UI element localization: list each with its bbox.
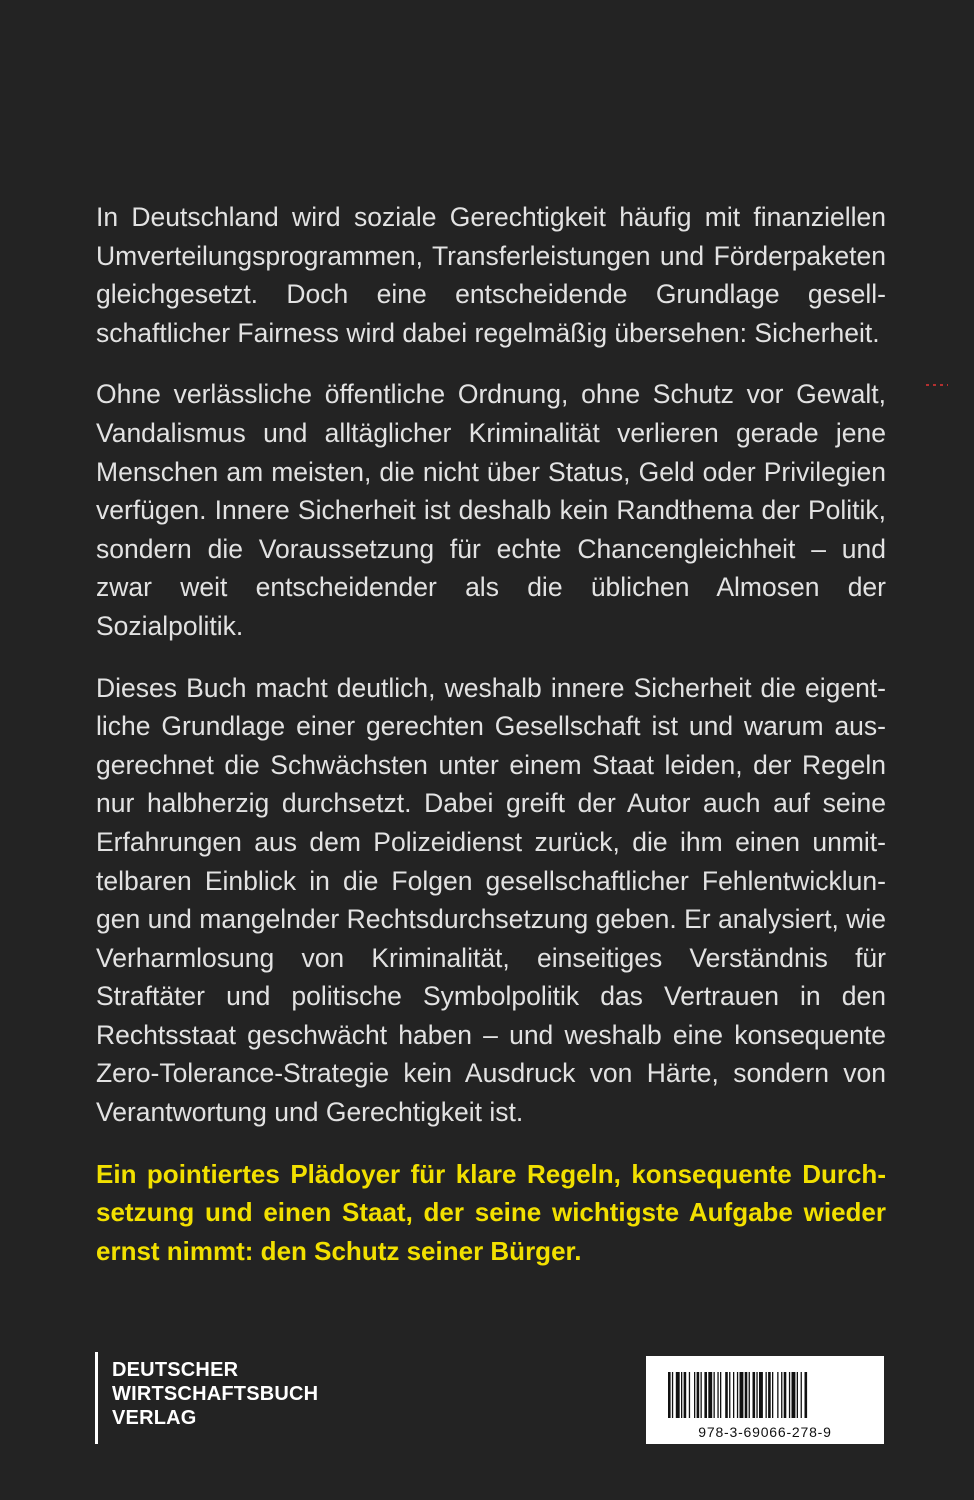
barcode-bar xyxy=(756,1372,757,1418)
barcode-bar xyxy=(784,1372,787,1418)
barcode-bar xyxy=(684,1372,687,1418)
barcode-bar xyxy=(772,1372,773,1418)
barcode-bar xyxy=(781,1372,782,1418)
barcode-bar xyxy=(708,1372,712,1418)
barcode-bar xyxy=(792,1372,796,1418)
barcode-bar xyxy=(681,1372,682,1418)
paragraph-intro: In Deutschland wird soziale Gerechtigkeit häufig mit finanziellen Umverteilungsprogrammen, Transferleistungen und Förderpaketen gleichgesetzt. Doch eine entscheidende Grundlage gesellschaftlicher Fairness wird dabei regelmäßig übersehen: Sicherheit. xyxy=(96,202,886,348)
publisher-line-2: WIRTSCHAFTSBUCH xyxy=(112,1383,319,1405)
barcode-bar xyxy=(668,1372,671,1418)
barcode-bar xyxy=(789,1372,790,1418)
barcode-bar xyxy=(766,1372,767,1418)
barcode-bar xyxy=(759,1372,763,1418)
barcode-bar xyxy=(689,1372,690,1418)
barcode-bar xyxy=(733,1372,734,1418)
barcode-bar xyxy=(717,1372,718,1418)
barcode-bar xyxy=(740,1372,744,1418)
barcode-bar xyxy=(694,1372,695,1418)
paragraph-book: Dieses Buch macht deutlich, weshalb innere Sicherheit die eigentliche Grundlage einer gerechten Gesellschaft ist und warum ausgerechnet die Schwächsten unter einem Staat leiden, der Regeln nur halbherzig durchsetzt. Dabei greift der Autor auch auf seine Erfahrungen aus dem Polizeidienst zurück, die ihm einen unmittelbaren Einblick in die Folgen gesellschaftlicher Fehlentwicklungen und mangelnder Rechtsdurchsetzung geben. Er analysiert, wie Verharmlosung von Kriminalität, einseitiges Verständnis für Straftäter und politische Symbolpolitik das Vertrauen in den Rechtsstaat geschwächt haben – und weshalb eine konsequente Zero-Tolerance-Strategie kein Ausdruck von Härte, sondern von Verantwortung und Gerechtigkeit ist. xyxy=(96,672,886,1128)
publisher-line-1: DEUTSCHER xyxy=(112,1359,239,1381)
barcode-bar xyxy=(737,1372,738,1418)
barcode-bar xyxy=(672,1372,673,1418)
barcode-bar xyxy=(697,1372,700,1418)
barcode-bar xyxy=(805,1372,808,1418)
barcode-icon xyxy=(668,1372,862,1418)
barcode-bar xyxy=(745,1372,748,1418)
barcode-bar xyxy=(749,1372,750,1418)
isbn-number: 978-3-69066-278-9 xyxy=(698,1424,832,1440)
publisher-logo xyxy=(95,1352,318,1444)
barcode-bar xyxy=(729,1372,730,1418)
barcode-bar xyxy=(676,1372,680,1418)
barcode-bar xyxy=(720,1372,721,1418)
barcode-bar xyxy=(704,1372,707,1418)
decorative-mark xyxy=(926,384,948,386)
barcode-bar xyxy=(701,1372,702,1418)
publisher-line-3: VERLAG xyxy=(112,1407,197,1429)
isbn-barcode xyxy=(646,1356,884,1444)
highlight-statement: Ein pointiertes Plädoyer für klare Regeln, konsequente Durchsetzung und einen Staat, der seine wichtigste Aufgabe wieder ernst nimmt: den Schutz seiner Bürger. xyxy=(96,1158,886,1266)
barcode-bar xyxy=(777,1372,778,1418)
barcode-bar xyxy=(768,1372,771,1418)
barcode-bar xyxy=(753,1372,756,1418)
barcode-bar xyxy=(801,1372,802,1418)
barcode-bar xyxy=(797,1372,798,1418)
barcode-bar xyxy=(725,1372,728,1418)
paragraph-security: Ohne verlässliche öffentliche Ordnung, ohne Schutz vor Gewalt, Vandalismus und alltäglicher Kriminalität verlieren gerade jene Menschen am meisten, die nicht über Status, Geld oder Privilegien verfügen. Innere Sicherheit ist deshalb kein Randthema der Politik, sondern die Voraussetzung für echte Chancengleichheit – und zwar weit entscheidender als die üblichen Almosen der Sozialpolitik. xyxy=(96,379,886,641)
blurb-text xyxy=(96,198,886,1293)
barcode-bar xyxy=(714,1372,715,1418)
